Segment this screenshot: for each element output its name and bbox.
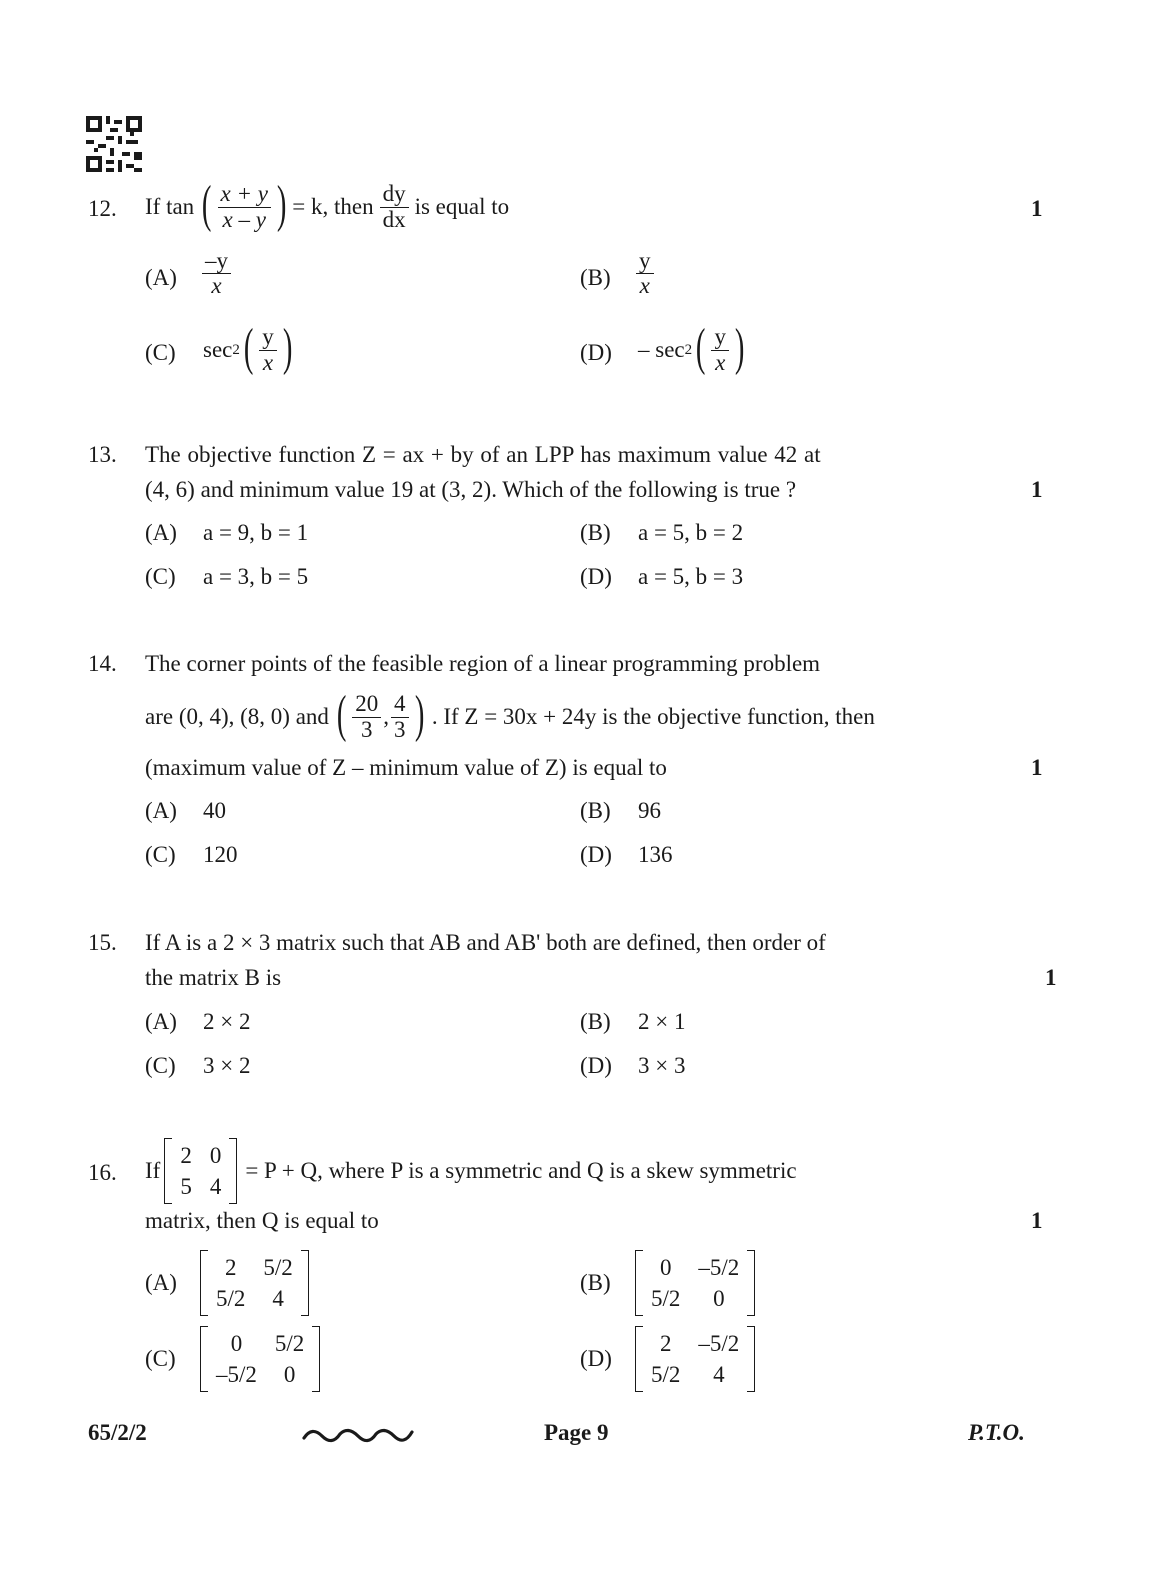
line-2-end: . If Z = 30x + 24y is the objective function, then	[431, 704, 875, 729]
question-tail: is equal to	[414, 194, 510, 219]
option-b-label: (B)	[580, 520, 611, 545]
option-d: 136	[638, 842, 673, 867]
fraction-denominator: x	[715, 349, 726, 375]
fraction-numerator: y	[636, 249, 654, 274]
option-a: a = 9, b = 1	[203, 520, 309, 545]
question-number: 14.	[88, 651, 117, 676]
wave-ornament	[302, 1424, 414, 1446]
option-a: 40	[203, 798, 226, 823]
matrix-cell: 4	[272, 1286, 284, 1312]
fraction-denominator: x – y	[222, 206, 266, 232]
marks: 1	[1031, 477, 1043, 502]
matrix-cell: 0	[283, 1362, 296, 1388]
option-a-label: (A)	[145, 265, 177, 290]
marks: 1	[1031, 755, 1043, 780]
fraction-numerator: y	[711, 325, 729, 350]
matrix-cell: –5/2	[216, 1362, 257, 1388]
fraction-numerator: 20	[352, 692, 381, 717]
fraction-numerator: 4	[391, 692, 409, 717]
matrix-cell: 5/2	[263, 1255, 293, 1280]
option-c-label: (C)	[145, 842, 176, 867]
question-line-2: (4, 6) and minimum value 19 at (3, 2). Which of the following is true ?	[145, 477, 797, 502]
marks: 1	[1031, 196, 1043, 221]
option-c-label: (C)	[145, 564, 176, 589]
fraction-denominator: x	[639, 273, 650, 299]
question-line-2: the matrix B is	[145, 965, 282, 990]
option-b: 96	[638, 798, 661, 823]
dx: dx	[382, 206, 406, 232]
question-line-1	[145, 1138, 797, 1204]
question-number: 16.	[88, 1160, 117, 1185]
option-c: a = 3, b = 5	[203, 564, 309, 589]
fraction-numerator: –y	[202, 249, 231, 274]
matrix-cell: 0	[209, 1142, 222, 1168]
sec-text: sec	[203, 337, 233, 362]
question-number: 13.	[88, 442, 117, 467]
question-line-3: (maximum value of Z – minimum value of Z) is equal to	[145, 755, 667, 780]
question-number: 12.	[88, 196, 117, 221]
option-b-label: (B)	[580, 1270, 611, 1295]
matrix-cell: 0	[713, 1286, 725, 1312]
question-line-2: matrix, then Q is equal to	[145, 1208, 379, 1233]
question-if: If	[145, 1158, 161, 1183]
option-d-label: (D)	[580, 1053, 612, 1078]
please-turn-over: P.T.O.	[968, 1420, 1025, 1445]
option-b-label: (B)	[580, 265, 611, 290]
option-a-label: (A)	[145, 1270, 177, 1295]
option-a	[200, 1250, 309, 1316]
matrix	[164, 1138, 237, 1204]
matrix-cell: 5	[180, 1174, 192, 1199]
option-c-label: (C)	[145, 1053, 176, 1078]
option-c-label: (C)	[145, 1346, 176, 1371]
option-b	[635, 1250, 755, 1316]
fraction-numerator: x + y	[218, 182, 271, 207]
line-1-end: = P + Q, where P is a symmetric and Q is a skew symmetric	[245, 1158, 797, 1183]
question-line-1: The corner points of the feasible region of a linear programming problem	[145, 651, 821, 676]
question-if: If tan	[145, 194, 195, 219]
paper-code: 65/2/2	[88, 1420, 147, 1445]
option-c	[200, 1326, 320, 1392]
page-number: Page 9	[544, 1420, 609, 1445]
option-a-label: (A)	[145, 798, 177, 823]
option-b	[634, 249, 656, 298]
matrix-cell: –5/2	[698, 1331, 740, 1356]
matrix-cell: 2	[659, 1331, 672, 1356]
question-text	[145, 176, 509, 238]
sec-text: – sec	[638, 337, 685, 362]
matrix-cell: 4	[209, 1174, 222, 1199]
fraction-denominator: x	[262, 349, 274, 375]
option-d: a = 5, b = 3	[638, 564, 744, 589]
matrix-cell: 5/2	[651, 1286, 681, 1312]
fraction-numerator: y	[259, 325, 277, 350]
option-c: 3 × 2	[203, 1053, 251, 1078]
exponent: 2	[684, 341, 693, 358]
question-mid: = k, then	[292, 194, 374, 219]
fraction-denominator: x	[211, 273, 222, 299]
option-d: 3 × 3	[638, 1053, 686, 1078]
exponent: 2	[232, 341, 240, 358]
dy: dy	[380, 182, 409, 207]
option-c: sec 2 ( $\frac{y}{x}$ )	[203, 319, 293, 376]
option-c: 120	[203, 842, 238, 867]
option-b: a = 5, b = 2	[638, 520, 744, 545]
marks: 1	[1045, 965, 1057, 990]
matrix-cell: 2	[224, 1255, 237, 1280]
option-d-label: (D)	[580, 564, 612, 589]
option-b: 2 × 1	[638, 1009, 686, 1034]
question-number: 15.	[88, 930, 117, 955]
matrix-cell: –5/2	[698, 1255, 740, 1280]
option-a-label: (A)	[145, 1009, 177, 1034]
option-a-label: (A)	[145, 520, 177, 545]
line-2-start: are (0, 4), (8, 0) and	[145, 704, 329, 729]
option-d-label: (D)	[580, 842, 612, 867]
option-d-label: (D)	[580, 1346, 612, 1371]
matrix-cell: 5/2	[651, 1362, 681, 1388]
question-line-1: The objective function Z = ax + by of an LPP has maximum value 42 at	[145, 442, 821, 467]
matrix-cell: 2	[180, 1142, 192, 1168]
marks: 1	[1031, 1208, 1043, 1233]
question-line-2: are (0, 4), (8, 0) and ( $\frac{20}{3}$ , $\frac{4}{3}$ ) . If Z = 30x + 24y is the objective function, then	[145, 686, 875, 743]
matrix-cell: 0	[230, 1331, 243, 1356]
question-line-1: If A is a 2 × 3 matrix such that AB and AB' both are defined, then order of	[145, 930, 826, 955]
option-b-label: (B)	[580, 1009, 611, 1034]
fraction-denominator: 3	[361, 716, 373, 742]
option-a	[200, 249, 233, 298]
option-d-label: (D)	[580, 340, 612, 365]
fraction-denominator: 3	[394, 716, 406, 742]
tan-argument: ( $\frac{x + y}{x - y}$ )	[202, 176, 287, 233]
matrix-cell: 4	[713, 1362, 725, 1388]
matrix-cell: 0	[659, 1255, 672, 1280]
qr-code	[86, 116, 142, 172]
option-c-label: (C)	[145, 340, 176, 365]
option-b-label: (B)	[580, 798, 611, 823]
option-d: – sec 2 ( $\frac{y}{x}$ )	[638, 319, 745, 376]
option-a: 2 × 2	[203, 1009, 251, 1034]
matrix-cell: 5/2	[216, 1286, 246, 1312]
option-d	[635, 1326, 755, 1392]
matrix-cell: 5/2	[274, 1331, 305, 1356]
